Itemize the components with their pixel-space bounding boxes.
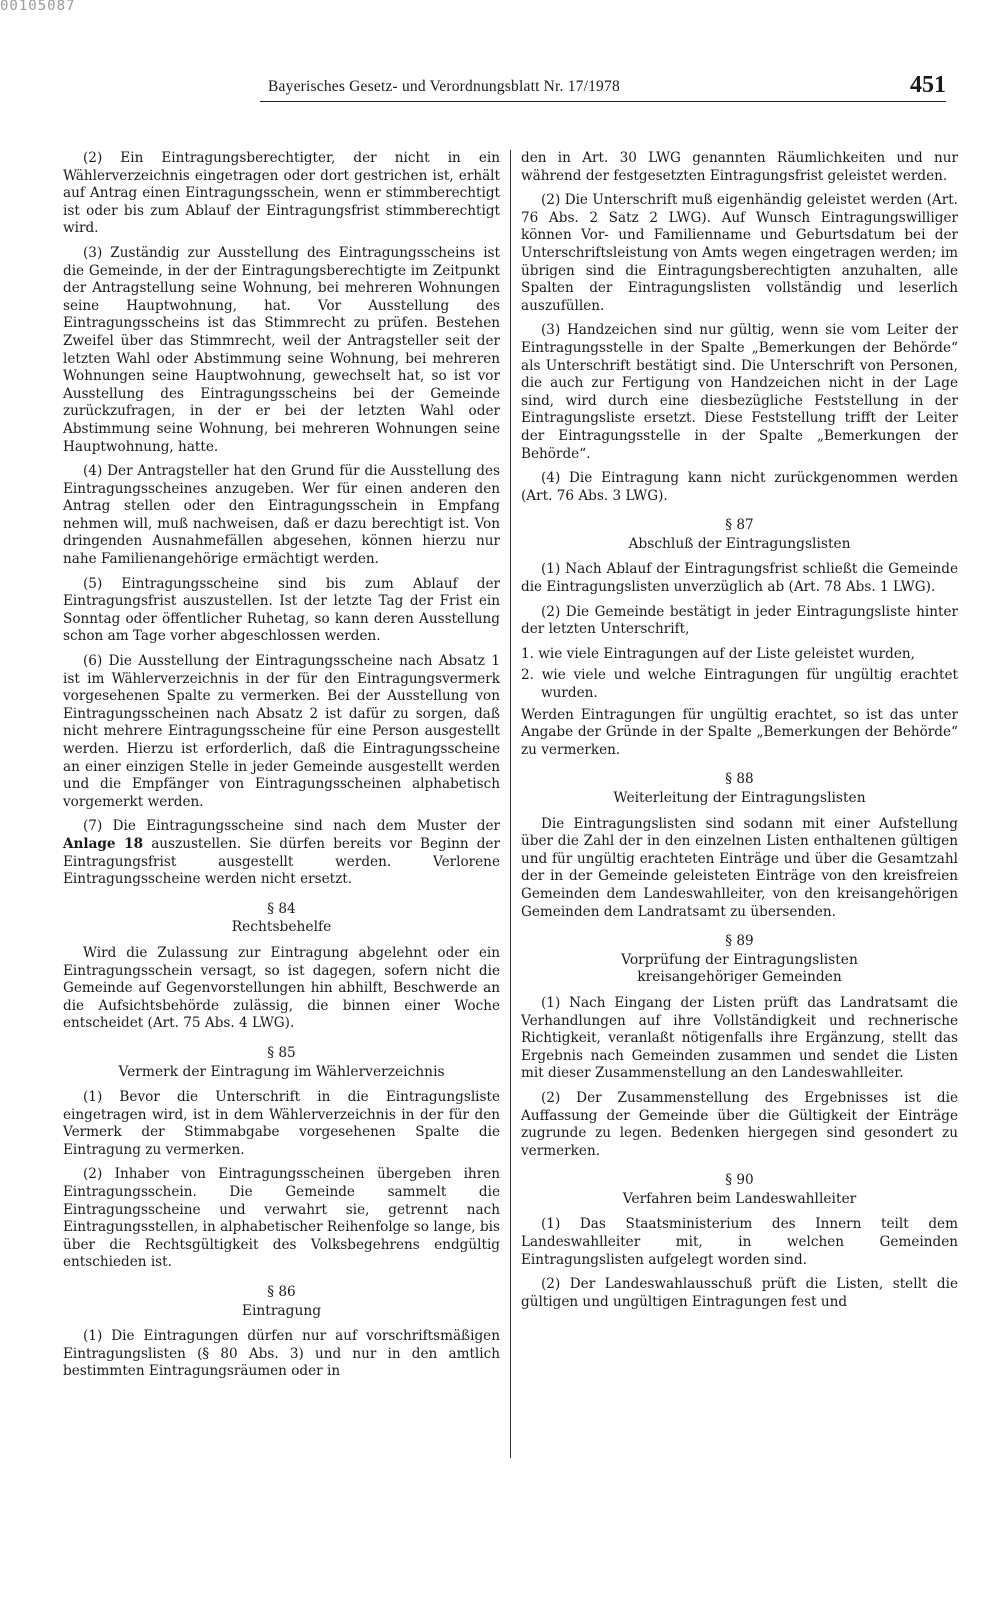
- paragraph: Die Eintragungslisten sind sodann mit einer Aufstellung über die Zahl der in den einzelnen Listen enthaltenen gültigen und für ungültig erachteten Einträge und über die Gesamtzahl der in der Gemeinde geleisteten Einträge von den kreisfreien Gemeinden dem Landeswahlleiter, von den kreisangehörigen Gemeinden dem Landratsamt zu übersenden.: [521, 815, 958, 920]
- paragraph-text: (7) Die Eintragungsscheine sind nach dem Muster der: [83, 818, 500, 835]
- section-title: Verfahren beim Landeswahlleiter: [622, 1190, 857, 1207]
- paragraph: (1) Das Staatsministerium des Innern teilt dem Landeswahlleiter mit, in welchen Gemeinden Eintragungslisten aufgelegt worden sind.: [521, 1216, 958, 1268]
- section-title: Vorprüfung der Eintragungslisten: [621, 951, 858, 968]
- paragraph: Werden Eintragungen für ungültig erachtet, so ist das unter Angabe der Gründe in der Spalte „Bemerkungen der Behörde“ zu vermerken.: [521, 706, 958, 758]
- section-title: Weiterleitung der Eintragungslisten: [613, 790, 866, 806]
- paragraph: (1) Nach Eingang der Listen prüft das Landratsamt die Verhandlungen auf ihre Vollständigkeit und rechnerische Richtigkeit, veranlaßt nötigenfalls ihre Ergänzung, stellt das Ergebnis nach Gemeinden zusammen und sendet die Listen mit dieser Zusammenstellung an den Landeswahlleiter.: [521, 994, 958, 1082]
- paragraph: (1) Die Eintragungen dürfen nur auf vorschriftsmäßigen Eintragungslisten (§ 80 Abs. 3) und nur in den amtlich bestimmten Eintragungsräumen oder in: [63, 1328, 500, 1380]
- section-title: Vermerk der Eintragung im Wählerverzeichnis: [118, 1063, 445, 1080]
- section-number: § 89: [725, 933, 754, 950]
- list-item: 2. wie viele und welche Eintragungen für ungültig erachtet wurden.: [521, 667, 958, 702]
- section-number: § 84: [267, 900, 296, 917]
- paragraph: (6) Die Ausstellung der Eintragungsscheine nach Absatz 1 ist im Wählerverzeichnis in der für den Eintragungsvermerk vorgesehenen Spalte zu vermerken. Bei der Ausstellung von Eintragungsscheinen nach Absatz 2 ist dafür zu sorgen, daß nicht mehrere Eintragungsscheine für eine Person ausgestellt werden. Hierzu ist erforderlich, daß die Eintragungsscheine an einer einzigen Stelle in jeder Gemeinde ausgestellt werden und die Empfänger von Eintragungsscheinen alphabetisch vorgemerkt werden.: [63, 653, 500, 810]
- paragraph: (4) Die Eintragung kann nicht zurückgenommen werden (Art. 76 Abs. 3 LWG).: [521, 470, 958, 504]
- running-title: Bayerisches Gesetz- und Verordnungsblatt Nr. 17/1978: [268, 78, 620, 95]
- paragraph: (5) Eintragungsscheine sind bis zum Ablauf der Eintragungsfrist auszustellen. Ist der letzte Tag der Frist ein Sonntag oder öffentlicher Ruhetag, so kann deren Ausstellung schon am Tage vorher abgeschlossen werden.: [63, 575, 500, 645]
- paragraph: (3) Zuständig zur Ausstellung des Eintragungsscheins ist die Gemeinde, in der der Eintragungsberechtigte im Zeitpunkt der Antragstellung seine Wohnung, bei mehreren Wohnungen seine Hauptwohnung, hat. Vor Ausstellung des Eintragungsscheins ist das Stimmrecht zu prüfen. Bestehen Zweifel über das Stimmrecht, weil der Antragsteller seit der letzten Wahl oder Abstimmung seine Wohnung, bei mehreren Wohnungen seine Hauptwohnung, gewechselt hat, so ist vor Ausstellung des Eintragungsscheins bei der Gemeinde zurückzufragen, in der er bei der letzten Wahl oder Abstimmung seine Wohnung, bei mehreren Wohnungen seine Hauptwohnung, hatte.: [63, 244, 500, 455]
- paragraph: (2) Ein Eintragungsberechtigter, der nicht in ein Wählerverzeichnis eingetragen oder dort gestrichen ist, erhält auf Antrag einen Eintragungsschein, wenn er stimmberechtigt ist oder bis zum Ablauf der Eintragungsfrist stimmberechtigt wird.: [63, 150, 500, 237]
- paragraph: (1) Nach Ablauf der Eintragungsfrist schließt die Gemeinde die Eintragungslisten unverzüglich ab (Art. 78 Abs. 1 LWG).: [521, 561, 958, 596]
- paragraph: den in Art. 30 LWG genannten Räumlichkeiten und nur während der festgesetzten Eintragungsfrist geleistet werden.: [521, 150, 958, 184]
- section-title: Rechtsbehelfe: [231, 919, 332, 936]
- archive-stamp: 00105087: [0, 0, 76, 14]
- header-rule: [260, 101, 946, 102]
- paragraph: (2) Die Gemeinde bestätigt in jeder Eintragungsliste hinter der letzten Unterschrift,: [521, 603, 958, 638]
- paragraph: (3) Handzeichen sind nur gültig, wenn sie vom Leiter der Eintragungsstelle in der Spalte „Bemerkungen der Behörde“ als Unterschrift bestätigt sind. Die Unterschrift von Personen, die auch zur Fertigung von Handzeichen nicht in der Lage sind, wird durch eine diesbezügliche Feststellung in der Eintragungsliste ersetzt. Diese Feststellung trifft der Leiter der Eintragungsstelle in der Spalte „Bemerkungen der Behörde“.: [521, 322, 958, 462]
- page-number: 451: [910, 72, 946, 98]
- annex-reference: Anlage 18: [63, 835, 144, 852]
- right-column: [521, 150, 958, 1318]
- paragraph: (2) Der Zusammenstellung des Ergebnisses ist die Auffassung der Gemeinde über die Gültigkeit der Einträge zugrunde zu legen. Bedenken hiergegen sind gesondert zu vermerken.: [521, 1089, 958, 1159]
- section-title: kreisangehöriger Gemeinden: [637, 969, 842, 986]
- section-number: § 87: [725, 517, 754, 534]
- column-divider: [510, 150, 511, 1458]
- paragraph: Wird die Zulassung zur Eintragung abgelehnt oder ein Eintragungsschein versagt, so ist dagegen, sofern nicht die Gemeinde auf Gegenvorstellungen hin abhilft, Beschwerde an die Aufsichtsbehörde zulässig, die binnen einer Woche entscheidet (Art. 75 Abs. 4 LWG).: [63, 944, 500, 1032]
- left-column: [63, 150, 500, 1388]
- paragraph: (2) Der Landeswahlausschuß prüft die Listen, stellt die gültigen und ungültigen Eintragungen fest und: [521, 1276, 958, 1310]
- list-item: 1. wie viele Eintragungen auf der Liste geleistet wurden,: [521, 645, 915, 662]
- section-number: § 85: [267, 1044, 296, 1061]
- paragraph-text: auszustellen. Sie dürfen bereits vor Beginn der Eintragungsfrist ausgestellt werden. Verlorene Eintragungsscheine werden nicht ersetzt.: [63, 835, 500, 888]
- page-header: [260, 72, 946, 102]
- paragraph: (4) Der Antragsteller hat den Grund für die Ausstellung des Eintragungsscheines anzugeben. Wer für einen anderen den Antrag stellen oder den Eintragungsschein in Empfang nehmen will, muß nachweisen, daß er dazu berechtigt ist. Von dringenden Ausnahmefällen abgesehen, können hierzu nur nahe Familienangehörige ermächtigt werden.: [63, 463, 500, 568]
- section-number: § 88: [725, 771, 754, 788]
- paragraph: [63, 818, 500, 888]
- section-number: § 90: [725, 1172, 754, 1189]
- section-title: Eintragung: [241, 1302, 322, 1319]
- paragraph: (2) Die Unterschrift muß eigenhändig geleistet werden (Art. 76 Abs. 2 Satz 2 LWG). Auf Wunsch Eintragungswilliger können Vor- und Familienname und Geburtsdatum bei der Unterschriftsleistung von Amts wegen eingetragen werden; im übrigen sind die Eintragungsberechtigten anzuhalten, alle Spalten der Eintragungslisten vollständig und leserlich auszufüllen.: [521, 192, 958, 314]
- section-title: Abschluß der Eintragungslisten: [628, 535, 851, 552]
- paragraph: (2) Inhaber von Eintragungsscheinen übergeben ihren Eintragungsschein. Die Gemeinde sammelt die Eintragungsscheine und verwahrt sie, getrennt nach Eintragungsstellen, in alphabetischer Reihenfolge so lange, bis über die Rechtsgültigkeit des Volksbegehrens endgültig entschieden ist.: [63, 1166, 500, 1271]
- section-number: § 86: [267, 1284, 296, 1301]
- paragraph: (1) Bevor die Unterschrift in die Eintragungsliste eingetragen wird, ist in dem Wählerverzeichnis in der für den Vermerk der Stimmabgabe vorgesehenen Spalte die Eintragung zu vermerken.: [63, 1089, 500, 1158]
